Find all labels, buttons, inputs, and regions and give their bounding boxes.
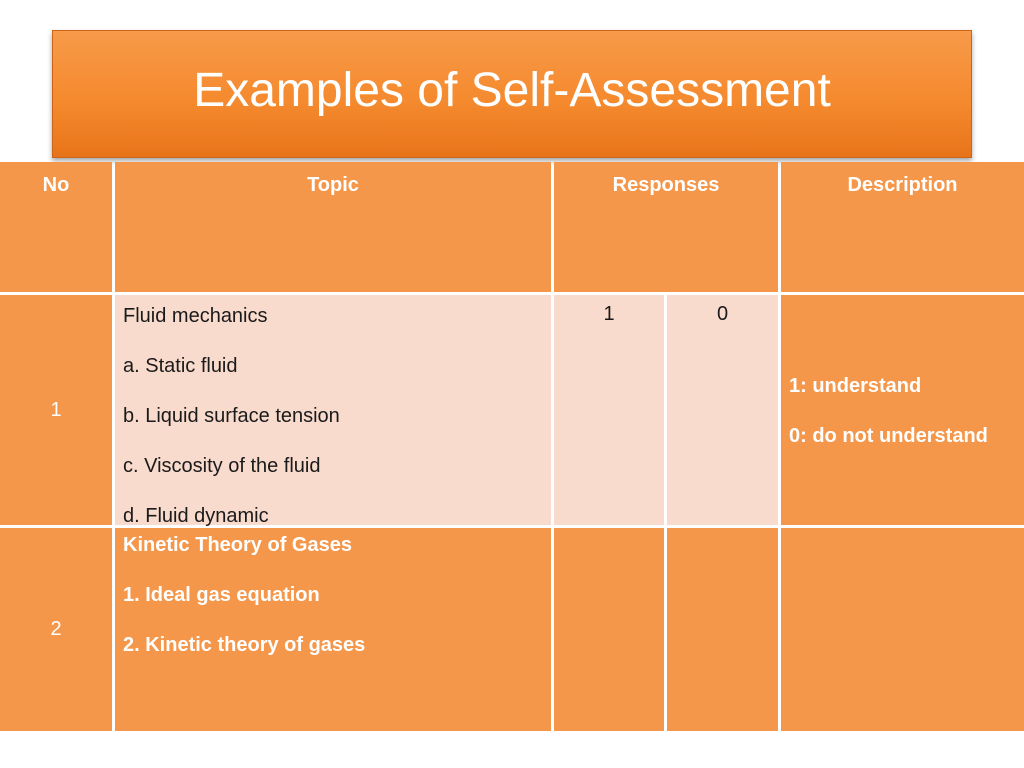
row1-no: 1 — [50, 399, 62, 421]
row2-no-cell — [0, 528, 112, 731]
row1-topic-line: a. Static fluid — [123, 355, 238, 377]
row2-topic-list — [123, 532, 365, 682]
row1-response-a-cell[interactable] — [554, 295, 664, 525]
row1-description-list — [789, 373, 988, 473]
row1-topic-line: c. Viscosity of the fluid — [123, 455, 321, 477]
row2-response-a-cell[interactable] — [554, 528, 664, 731]
row2-description-cell — [781, 528, 1024, 731]
header-topic-label: Topic — [307, 174, 359, 196]
slide-title: Examples of Self-Assessment — [193, 64, 831, 117]
row1-topic-line: Fluid mechanics — [123, 305, 268, 327]
row2-no: 2 — [50, 618, 62, 640]
header-responses-label: Responses — [612, 174, 720, 196]
row2-response-b-cell[interactable] — [667, 528, 778, 731]
row1-response-b-cell[interactable] — [667, 295, 778, 525]
header-responses — [554, 162, 778, 292]
row1-topic-line: d. Fluid dynamic — [123, 505, 269, 527]
row2-topic-line: 1. Ideal gas equation — [123, 584, 320, 606]
header-description — [781, 162, 1024, 292]
row1-description-line: 1: understand — [789, 375, 922, 397]
row1-description-cell — [781, 295, 1024, 525]
row1-topic-list — [123, 303, 340, 553]
header-description-label: Description — [847, 174, 958, 196]
row2-topic-line: 2. Kinetic theory of gases — [123, 634, 366, 656]
row1-topic-line: b. Liquid surface tension — [123, 405, 340, 427]
header-no-label: No — [42, 174, 70, 196]
row1-response-b: 0 — [716, 303, 729, 325]
row1-response-a: 1 — [603, 303, 615, 325]
row2-topic-line: Kinetic Theory of Gases — [123, 534, 352, 556]
row1-topic-cell — [115, 295, 551, 525]
header-no — [0, 162, 112, 292]
row1-description-line: 0: do not understand — [789, 425, 988, 447]
row2-topic-cell — [115, 528, 551, 731]
row1-no-cell — [0, 295, 112, 525]
header-topic — [115, 162, 551, 292]
